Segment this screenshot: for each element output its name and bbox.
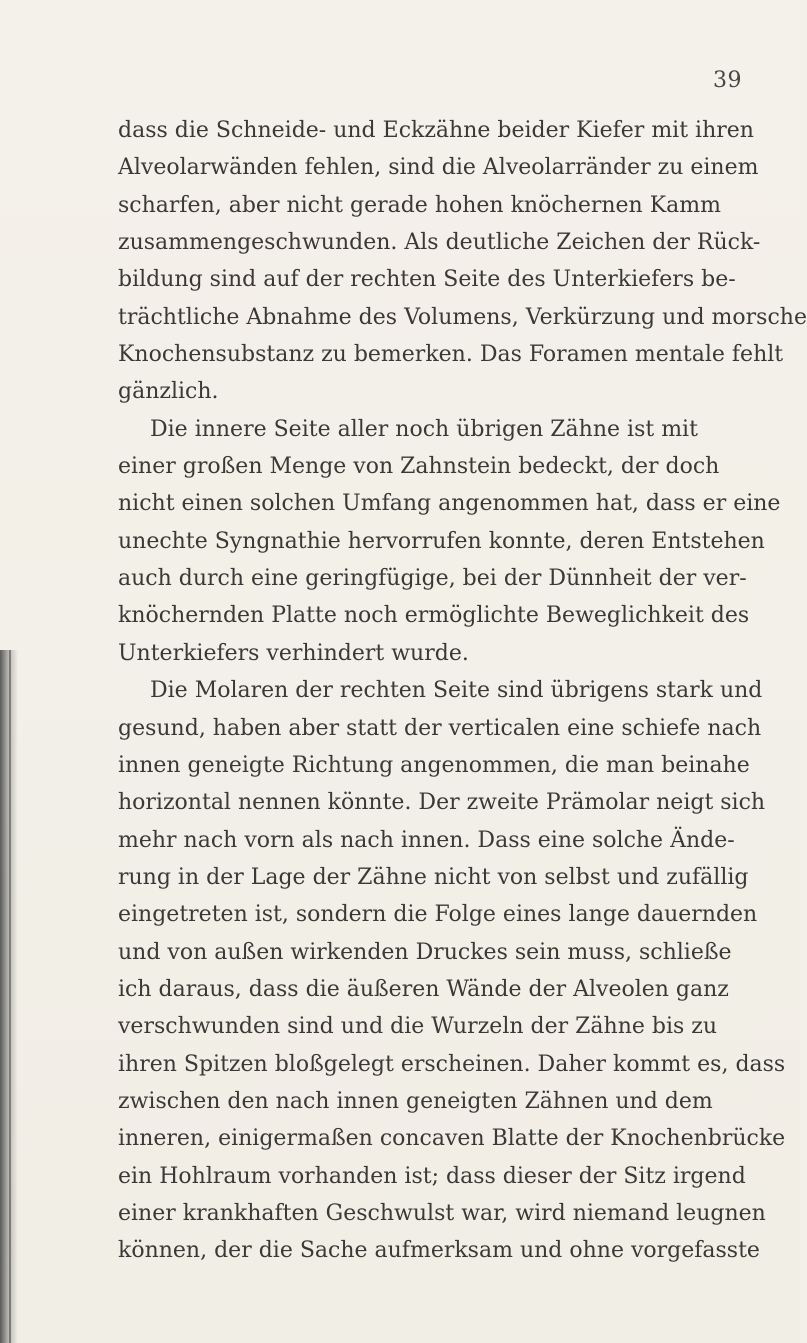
text-line: ich daraus, dass die äußeren Wände der Alveolen ganz [118,976,729,1002]
text-line: einer krankhaften Geschwulst war, wird niemand leugnen [118,1200,766,1226]
text-line: auch durch eine geringfügige, bei der Dünnheit der ver- [118,566,747,592]
text-line: können, der die Sache aufmerksam und ohne vorgefasste [118,1238,760,1264]
text-line: inneren, einigermaßen concaven Blatte der Knochenbrücke [118,1126,786,1152]
text-line: trächtliche Abnahme des Volumens, Verkürzung und morsche [118,304,807,330]
text-line: einer großen Menge von Zahnstein bedeckt, der doch [118,454,720,480]
text-line: und von außen wirkenden Druckes sein muss, schließe [118,939,732,965]
text-line: ihren Spitzen bloßgelegt erscheinen. Daher kommt es, dass [118,1051,786,1077]
page-gutter-edge [9,650,11,1343]
text-line: bildung sind auf der rechten Seite des Unterkiefers be- [118,267,736,293]
body-text [118,112,807,1270]
text-line: dass die Schneide- und Eckzähne beider Kiefer mit ihren [118,118,754,143]
text-line: innen geneigte Richtung angenommen, die man beinahe [118,752,750,778]
text-line: eingetreten ist, sondern die Folge eines lange dauernden [118,902,758,928]
text-line: unechte Syngnathie hervorrufen konnte, deren Entstehen [118,528,765,554]
text-line: knöchernden Platte noch ermöglichte Beweglichkeit des [118,603,750,629]
text-line: Alveolarwänden fehlen, sind die Alveolarränder zu einem [118,155,759,181]
text-line: gänzlich. [118,379,219,405]
text-line: ein Hohlraum vorhanden ist; dass dieser der Sitz irgend [118,1163,746,1189]
text-line: horizontal nennen könnte. Der zweite Prämolar neigt sich [118,790,766,816]
text-line: scharfen, aber nicht gerade hohen knöchernen Kamm [118,192,721,218]
text-line: Knochensubstanz zu bemerken. Das Foramen mentale fehlt [118,342,784,368]
text-line: zusammengeschwunden. Als deutliche Zeichen der Rück- [118,230,761,256]
paragraph-3 [118,672,786,1270]
text-line: Die Molaren der rechten Seite sind übrigens stark und [150,678,763,704]
text-line: verschwunden sind und die Wurzeln der Zähne bis zu [118,1014,718,1040]
text-line: zwischen den nach innen geneigten Zähnen und dem [118,1088,713,1114]
page-number: 39 [713,68,742,93]
text-line: Die innere Seite aller noch übrigen Zähne ist mit [150,416,698,442]
text-line: rung in der Lage der Zähne nicht von selbst und zufällig [118,864,749,890]
text-line: mehr nach vorn als nach innen. Dass eine solche Ände- [118,827,735,853]
paragraph-1 [118,112,807,411]
text-line: nicht einen solchen Umfang angenommen hat, dass er eine [118,491,781,517]
text-line: gesund, haben aber statt der verticalen eine schiefe nach [118,715,762,741]
paragraph-2 [118,411,781,672]
text-line: Unterkiefers verhindert wurde. [118,640,469,666]
